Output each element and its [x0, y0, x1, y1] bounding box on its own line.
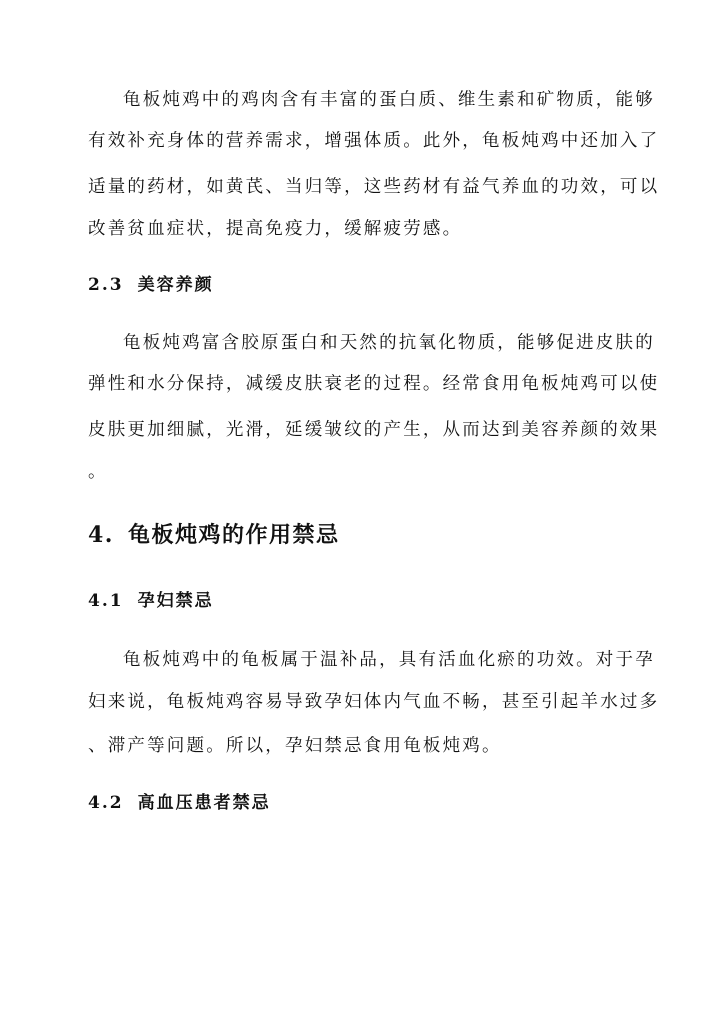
- section-title: 孕妇禁忌: [137, 591, 214, 611]
- paragraph-line: 皮肤更加细腻，光滑，延缓皱纹的产生，从而达到美容养颜的效果: [88, 420, 660, 440]
- section-heading-4-2: [88, 795, 271, 812]
- section-number: 4.2: [88, 793, 124, 813]
- paragraph-line: 龟板炖鸡中的鸡肉含有丰富的蛋白质、维生素和矿物质，能够: [123, 90, 655, 110]
- paragraph-line: 适量的药材，如黄芪、当归等，这些药材有益气养血的功效，可以: [88, 177, 660, 197]
- paragraph-line: 弹性和水分保持，减缓皮肤衰老的过程。经常食用龟板炖鸡可以使: [88, 374, 660, 394]
- paragraph-line: 妇来说，龟板炖鸡容易导致孕妇体内气血不畅，甚至引起羊水过多: [88, 692, 660, 712]
- chapter-heading-4: [88, 524, 339, 546]
- paragraph-line: 龟板炖鸡中的龟板属于温补品，具有活血化瘀的功效。对于孕: [123, 650, 655, 670]
- section-title: 高血压患者禁忌: [137, 793, 271, 813]
- chapter-number: 4.: [88, 522, 114, 548]
- paragraph-line: 有效补充身体的营养需求，增强体质。此外，龟板炖鸡中还加入了: [88, 131, 660, 151]
- chapter-title: 龟板炖鸡的作用禁忌: [127, 522, 340, 548]
- paragraph-line: 龟板炖鸡富含胶原蛋白和天然的抗氧化物质，能够促进皮肤的: [123, 333, 655, 353]
- section-heading-2-3: [88, 277, 214, 294]
- section-number: 4.1: [88, 591, 124, 611]
- paragraph-line: 、滞产等问题。所以，孕妇禁忌食用龟板炖鸡。: [88, 736, 502, 756]
- section-title: 美容养颜: [137, 275, 214, 295]
- section-number: 2.3: [88, 275, 124, 295]
- section-heading-4-1: [88, 593, 214, 610]
- paragraph-line: 改善贫血症状，提高免疫力，缓解疲劳感。: [88, 219, 463, 239]
- paragraph-line: 。: [88, 462, 108, 482]
